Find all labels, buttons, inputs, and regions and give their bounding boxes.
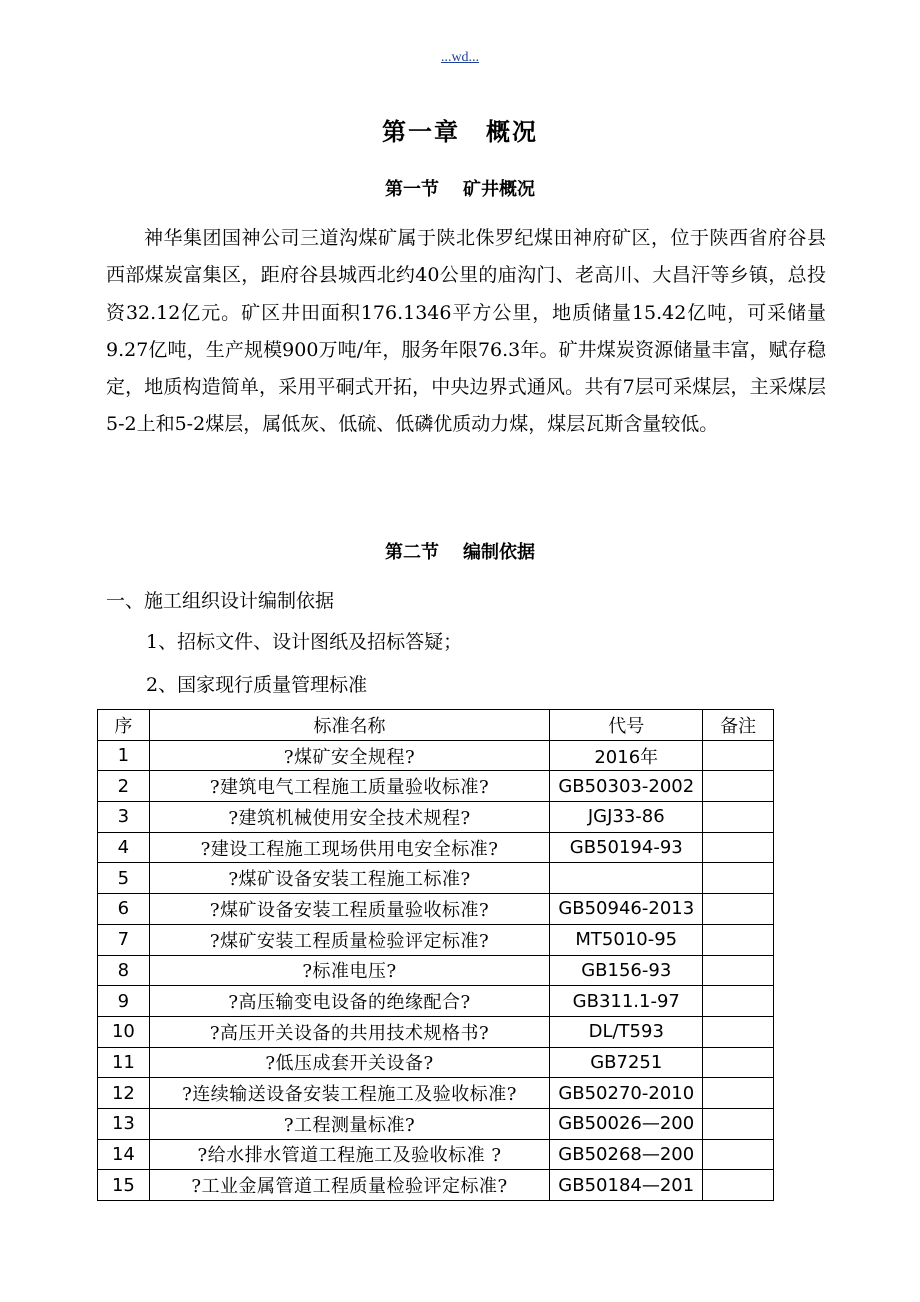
cell-name: ?标准电压? [149, 955, 550, 986]
cell-name: ?建筑电气工程施工质量验收标准? [149, 771, 550, 802]
chapter-title: 第一章 概况 [382, 118, 538, 146]
cell-code: GB50184—201 [550, 1170, 703, 1201]
cell-code: 2016年 [550, 740, 703, 771]
table-row [98, 1139, 774, 1170]
cell-code: GB50268—200 [550, 1139, 703, 1170]
cell-name: ?煤矿安装工程质量检验评定标准? [149, 924, 550, 955]
section-2-number: 第二节 [385, 542, 439, 563]
cell-code: GB50026—200 [550, 1108, 703, 1139]
header-code: 代号 [550, 710, 703, 741]
cell-note [703, 1078, 774, 1109]
table-row [98, 894, 774, 925]
section-1-number: 第一节 [385, 179, 439, 200]
cell-no: 10 [98, 1016, 150, 1047]
section-2-heading [0, 538, 920, 564]
section-1-title: 矿井概况 [463, 179, 535, 200]
list-item-heading: 一、施工组织设计编制依据 [106, 590, 335, 612]
cell-no: 9 [98, 986, 150, 1017]
cell-note [703, 955, 774, 986]
cell-no: 2 [98, 771, 150, 802]
table-row [98, 771, 774, 802]
cell-code: DL/T593 [550, 1016, 703, 1047]
table-row [98, 863, 774, 894]
table-header-row [98, 710, 774, 741]
cell-no: 3 [98, 802, 150, 833]
cell-code: GB311.1-97 [550, 986, 703, 1017]
table-row [98, 1108, 774, 1139]
section-1-heading [0, 175, 920, 201]
cell-name: ?工程测量标准? [149, 1108, 550, 1139]
cell-note [703, 863, 774, 894]
cell-code [550, 863, 703, 894]
header-note: 备注 [703, 710, 774, 741]
header-name: 标准名称 [149, 710, 550, 741]
table-body [98, 740, 774, 1200]
cell-name: ?建筑机械使用安全技术规程? [149, 802, 550, 833]
section-2-title: 编制依据 [463, 542, 535, 563]
cell-note [703, 894, 774, 925]
cell-note [703, 740, 774, 771]
cell-name: ?煤矿设备安装工程施工标准? [149, 863, 550, 894]
cell-name: ?工业金属管道工程质量检验评定标准? [149, 1170, 550, 1201]
header-mark-text: ...wd... [440, 50, 480, 65]
cell-name: ?高压输变电设备的绝缘配合? [149, 986, 550, 1017]
page-header-mark [0, 50, 920, 66]
cell-name: ?低压成套开关设备? [149, 1047, 550, 1078]
cell-name: ?煤矿安全规程? [149, 740, 550, 771]
cell-code: GB50946-2013 [550, 894, 703, 925]
cell-no: 13 [98, 1108, 150, 1139]
list-subitem-2: 2、国家现行质量管理标准 [146, 674, 368, 696]
cell-code: GB50303-2002 [550, 771, 703, 802]
table-row [98, 832, 774, 863]
cell-code: MT5010-95 [550, 924, 703, 955]
cell-no: 6 [98, 894, 150, 925]
cell-note [703, 771, 774, 802]
cell-no: 12 [98, 1078, 150, 1109]
cell-note [703, 1170, 774, 1201]
table-row [98, 924, 774, 955]
cell-note [703, 986, 774, 1017]
table-row [98, 1047, 774, 1078]
table-row [98, 740, 774, 771]
standards-table [97, 709, 774, 1201]
cell-note [703, 832, 774, 863]
cell-no: 7 [98, 924, 150, 955]
cell-name: ?高压开关设备的共用技术规格书? [149, 1016, 550, 1047]
cell-code: JGJ33-86 [550, 802, 703, 833]
cell-note [703, 1139, 774, 1170]
cell-no: 5 [98, 863, 150, 894]
cell-name: ?建设工程施工现场供用电安全标准? [149, 832, 550, 863]
table-row [98, 1016, 774, 1047]
list-subitem-1: 1、招标文件、设计图纸及招标答疑； [146, 631, 463, 653]
cell-note [703, 1016, 774, 1047]
table-row [98, 955, 774, 986]
cell-note [703, 924, 774, 955]
cell-note [703, 1108, 774, 1139]
table-row [98, 986, 774, 1017]
mine-overview-paragraph: 神华集团国神公司三道沟煤矿属于陕北侏罗纪煤田神府矿区，位于陕西省府谷县西部煤炭富集区，距府谷县城西北约40公里的庙沟门、老高川、大昌汗等乡镇，总投资32.12亿元。矿区井田面积176.1346平方公里，地质储量15.42亿吨，可采储量9.27亿吨，生产规模900万吨/年，服务年限76.3年。矿井煤炭资源储量丰富，赋存稳定，地质构造简单，采用平硐式开拓，中央边界式通风。共有7层可采煤层，主采煤层5-2上和5-2煤层，属低灰、低硫、低磷优质动力煤，煤层瓦斯含量较低。 [106, 227, 826, 436]
cell-no: 14 [98, 1139, 150, 1170]
cell-code: GB156-93 [550, 955, 703, 986]
cell-name: ?连续输送设备安装工程施工及验收标准? [149, 1078, 550, 1109]
cell-no: 11 [98, 1047, 150, 1078]
cell-code: GB7251 [550, 1047, 703, 1078]
table-row [98, 1078, 774, 1109]
cell-no: 4 [98, 832, 150, 863]
cell-code: GB50270-2010 [550, 1078, 703, 1109]
table-row [98, 1170, 774, 1201]
table-row [98, 802, 774, 833]
cell-no: 15 [98, 1170, 150, 1201]
cell-no: 1 [98, 740, 150, 771]
cell-name: ?给水排水管道工程施工及验收标准 ? [149, 1139, 550, 1170]
cell-note [703, 1047, 774, 1078]
cell-no: 8 [98, 955, 150, 986]
cell-name: ?煤矿设备安装工程质量验收标准? [149, 894, 550, 925]
cell-code: GB50194-93 [550, 832, 703, 863]
header-no: 序 [98, 710, 150, 741]
cell-note [703, 802, 774, 833]
